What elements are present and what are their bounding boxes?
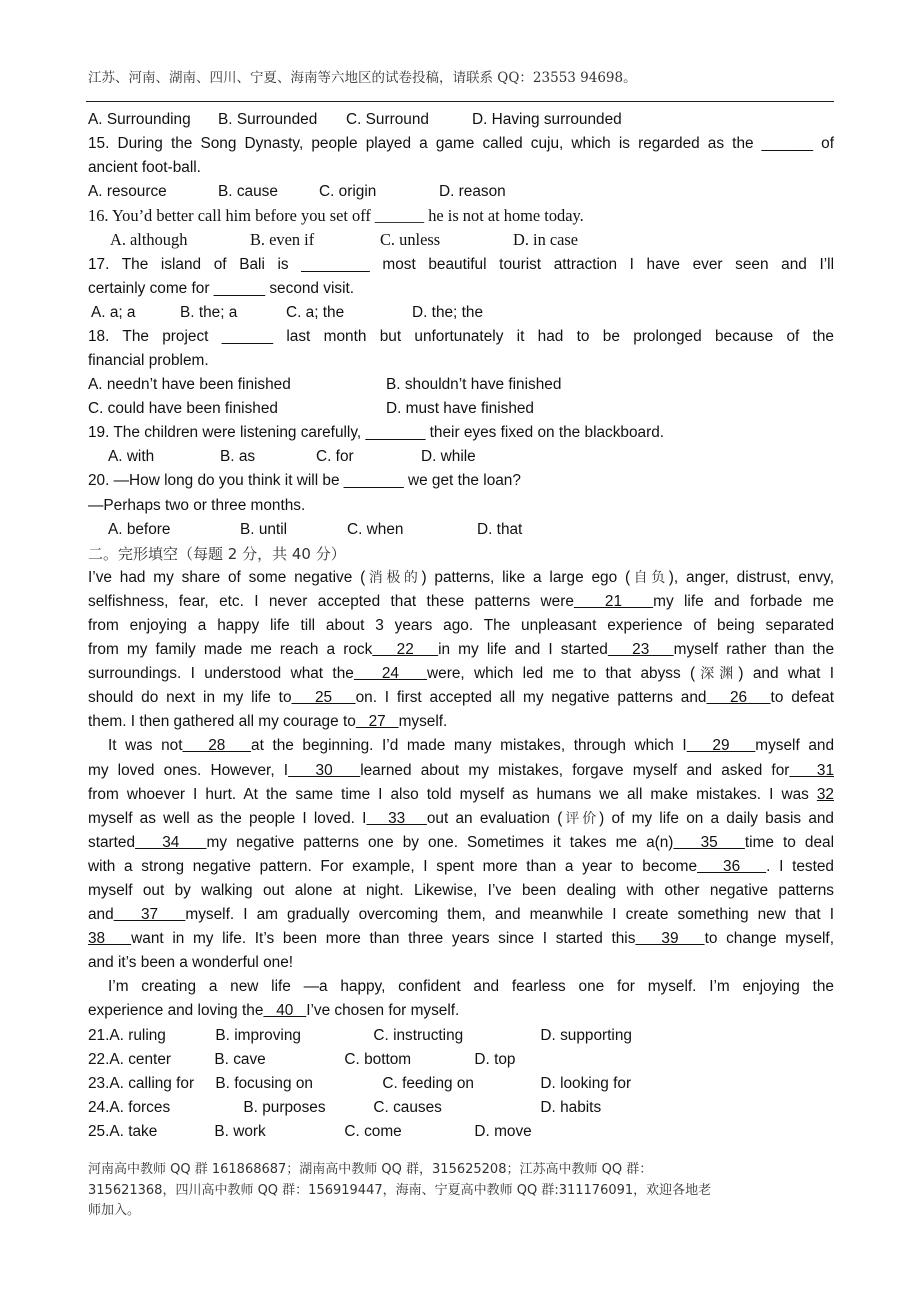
passage-line: selfishness, fear, etc. I never accepted that these patterns were 21 my life and forbade me xyxy=(88,592,834,610)
cloze-options-22: 22.A. center B. cave C. bottom D. top xyxy=(88,1048,834,1072)
blank-28: 28 xyxy=(182,737,252,755)
passage-line: I’ve had my share of some negative (消极的) patterns, like a large ego (自负), anger, distrust, envy, xyxy=(88,568,834,586)
blank-36: 36 xyxy=(697,857,767,875)
question-15-line: ancient foot-ball. xyxy=(88,159,201,177)
blank-27: 27 xyxy=(355,713,399,731)
option: B. cave xyxy=(214,1050,266,1068)
option: C. bottom xyxy=(344,1050,412,1068)
passage-line: started 34 my negative patterns one by one. Sometimes it takes me a(n) 35 time to deal xyxy=(88,833,834,851)
passage-line: from my family made me reach a rock 22 in my life and I started 23 myself rather than the xyxy=(88,641,834,659)
question-20-line: —Perhaps two or three months. xyxy=(88,496,306,514)
option: C. instructing xyxy=(373,1026,464,1044)
option: B. the; a xyxy=(180,303,238,321)
blank-32: 32 xyxy=(816,785,834,803)
blank-26: 26 xyxy=(706,689,771,707)
option: A. center xyxy=(109,1050,171,1068)
option: A. Surrounding xyxy=(88,111,191,128)
option: A. resource xyxy=(88,183,167,201)
option: A. a; a xyxy=(91,303,136,321)
option: A. needn’t have been finished xyxy=(88,376,291,394)
passage-line: myself as well as the people I loved. I 33 out an evaluation (评价) of my life on a daily basis and xyxy=(88,809,834,827)
option: A. forces xyxy=(109,1098,171,1116)
option: D. must have finished xyxy=(386,400,534,418)
option: D. in case xyxy=(513,230,579,250)
blank-30: 30 xyxy=(288,761,361,779)
question-18-options xyxy=(88,397,834,421)
option: D. the; the xyxy=(412,303,484,321)
option: A. calling for xyxy=(109,1074,195,1092)
section-title: 二。完形填空（每题 2 分，共 40 分） xyxy=(88,544,346,563)
passage-line: myself out by walking out alone at night. Likewise, I’ve been dealing with other negative patterns xyxy=(88,882,834,899)
page-footer xyxy=(88,1160,834,1222)
option: B. Surrounded xyxy=(218,111,318,128)
passage-line: and it’s been a wonderful one! xyxy=(88,954,294,972)
page-header: 江苏、河南、湖南、四川、宁夏、海南等六地区的试卷投稿，请联系 QQ：23553 94698。 xyxy=(88,70,637,86)
question-19-line: 19. The children were listening carefully, _______ their eyes fixed on the blackboard. xyxy=(88,424,665,442)
question-18-options xyxy=(88,373,834,397)
option: A. take xyxy=(109,1122,158,1140)
blank-22: 22 xyxy=(372,641,439,659)
footer-line: 河南高中教师 QQ 群 161868687；湖南高中教师 QQ 群，315625208；江苏高中教师 QQ 群： xyxy=(88,1162,653,1177)
option: C. origin xyxy=(319,183,377,201)
option: A. before xyxy=(108,520,171,538)
option: D. habits xyxy=(540,1098,602,1116)
question-16-line: 16. You’d better call him before you set off ______ he is not at home today. xyxy=(88,206,584,226)
passage-line: with a strong negative pattern. For example, I spent more than a year to become 36 . I tested xyxy=(88,857,834,875)
question-18-line: 18. The project ______ last month but unfortunately it had to be prolonged because of the xyxy=(88,327,834,345)
option: A. with xyxy=(108,448,155,466)
option: B. improving xyxy=(215,1026,301,1044)
blank-39: 39 xyxy=(635,930,705,948)
question-19-options xyxy=(88,445,834,469)
option: C. for xyxy=(316,448,354,466)
passage-line: It was not 28 at the beginning. I’d made many mistakes, through which I 29 myself and xyxy=(108,737,834,755)
blank-31: 31 xyxy=(789,761,834,779)
option: D. supporting xyxy=(540,1026,632,1044)
footer-line: 师加入。 xyxy=(88,1203,141,1218)
option: B. shouldn’t have finished xyxy=(386,376,562,394)
option: C. come xyxy=(344,1122,402,1140)
blank-21: 21 xyxy=(573,592,654,610)
blank-40: 40 xyxy=(263,1002,307,1020)
blank-37: 37 xyxy=(113,906,186,924)
passage-line: I’m creating a new life —a happy, confident and fearless one for myself. I’m enjoying the xyxy=(108,978,834,996)
footer-line: 315621368，四川高中教师 QQ 群：156919447，海南、宁夏高中教师 QQ 群:311176091，欢迎各地老 xyxy=(88,1182,712,1198)
question-18-line: financial problem. xyxy=(88,351,209,369)
passage-line: 38 want in my life. It’s been more than three years since I started this 39 to change myself, xyxy=(88,930,834,948)
option: D. Having surrounded xyxy=(472,111,622,128)
passage-line: and 37 myself. I am gradually overcoming them, and meanwhile I create something new that I xyxy=(88,906,834,924)
option: B. focusing on xyxy=(215,1074,313,1092)
passage-line: my loved ones. However, I 30 learned about my mistakes, forgave myself and asked for 31 xyxy=(88,761,834,779)
option: C. causes xyxy=(373,1098,442,1116)
option: A. although xyxy=(110,230,188,250)
option: C. a; the xyxy=(286,303,345,321)
passage-line: experience and loving the 40 I’ve chosen for myself. xyxy=(88,1002,460,1020)
option: D. that xyxy=(477,520,523,538)
option: D. reason xyxy=(439,183,506,201)
blank-23: 23 xyxy=(607,641,674,659)
question-20-line: 20. —How long do you think it will be _______ we get the loan? xyxy=(88,472,521,490)
blank-24: 24 xyxy=(353,665,428,683)
option: C. unless xyxy=(380,230,441,250)
option: C. Surround xyxy=(346,111,429,128)
cloze-options-23: 23.A. calling for B. focusing on C. feeding on D. looking for xyxy=(88,1072,834,1096)
blank-33: 33 xyxy=(366,809,427,827)
option: C. feeding on xyxy=(382,1074,474,1092)
option: B. cause xyxy=(218,183,278,201)
cloze-options-24: 24.A. forces B. purposes C. causes D. habits xyxy=(88,1096,834,1120)
option: C. could have been finished xyxy=(88,400,278,418)
option: D. top xyxy=(474,1050,516,1068)
option: B. as xyxy=(220,448,256,466)
cloze-options-25: 25.A. take B. work C. come D. move xyxy=(88,1120,834,1144)
question-17-options xyxy=(88,301,834,325)
option: B. work xyxy=(214,1122,266,1140)
question-17-line: certainly come for ______ second visit. xyxy=(88,279,355,297)
blank-25: 25 xyxy=(291,689,356,707)
blank-34: 34 xyxy=(135,833,207,851)
option: B. until xyxy=(240,520,288,538)
passage-line: surroundings. I understood what the 24 were, which led me to that abyss (深渊) and what I xyxy=(88,665,834,683)
question-16-options xyxy=(88,228,834,252)
blank-38: 38 xyxy=(88,930,132,948)
question-17-line: 17. The island of Bali is ________ most beautiful tourist attraction I have ever seen and I’ll xyxy=(88,255,834,273)
option: D. while xyxy=(421,448,476,466)
exam-body xyxy=(88,108,834,1144)
option: D. looking for xyxy=(540,1074,632,1092)
question-15-options xyxy=(88,180,834,204)
passage-line: from whoever I hurt. At the same time I also told myself as humans we all make mistakes. I was 32 xyxy=(88,785,834,803)
option: B. purposes xyxy=(243,1098,326,1116)
passage-line: should do next in my life to 25 on. I first accepted all my negative patterns and 26 to defeat xyxy=(88,689,834,707)
passage-line: from enjoying a happy life till about 3 years ago. The unpleasant experience of being separated xyxy=(88,616,834,634)
question-20-options xyxy=(88,518,834,542)
q14-options xyxy=(88,108,834,132)
question-15-line: 15. During the Song Dynasty, people played a game called cuju, which is regarded as the ______ of xyxy=(88,135,834,153)
header-rule xyxy=(86,101,834,102)
cloze-options-21: 21.A. ruling B. improving C. instructing D. supporting xyxy=(88,1024,834,1048)
option: B. even if xyxy=(250,230,315,250)
blank-29: 29 xyxy=(686,737,756,755)
option: C. when xyxy=(347,520,404,538)
passage-line: them. I then gathered all my courage to 27 myself. xyxy=(88,713,448,731)
option: D. move xyxy=(474,1122,532,1140)
blank-35: 35 xyxy=(673,833,745,851)
option: A. ruling xyxy=(109,1026,166,1044)
